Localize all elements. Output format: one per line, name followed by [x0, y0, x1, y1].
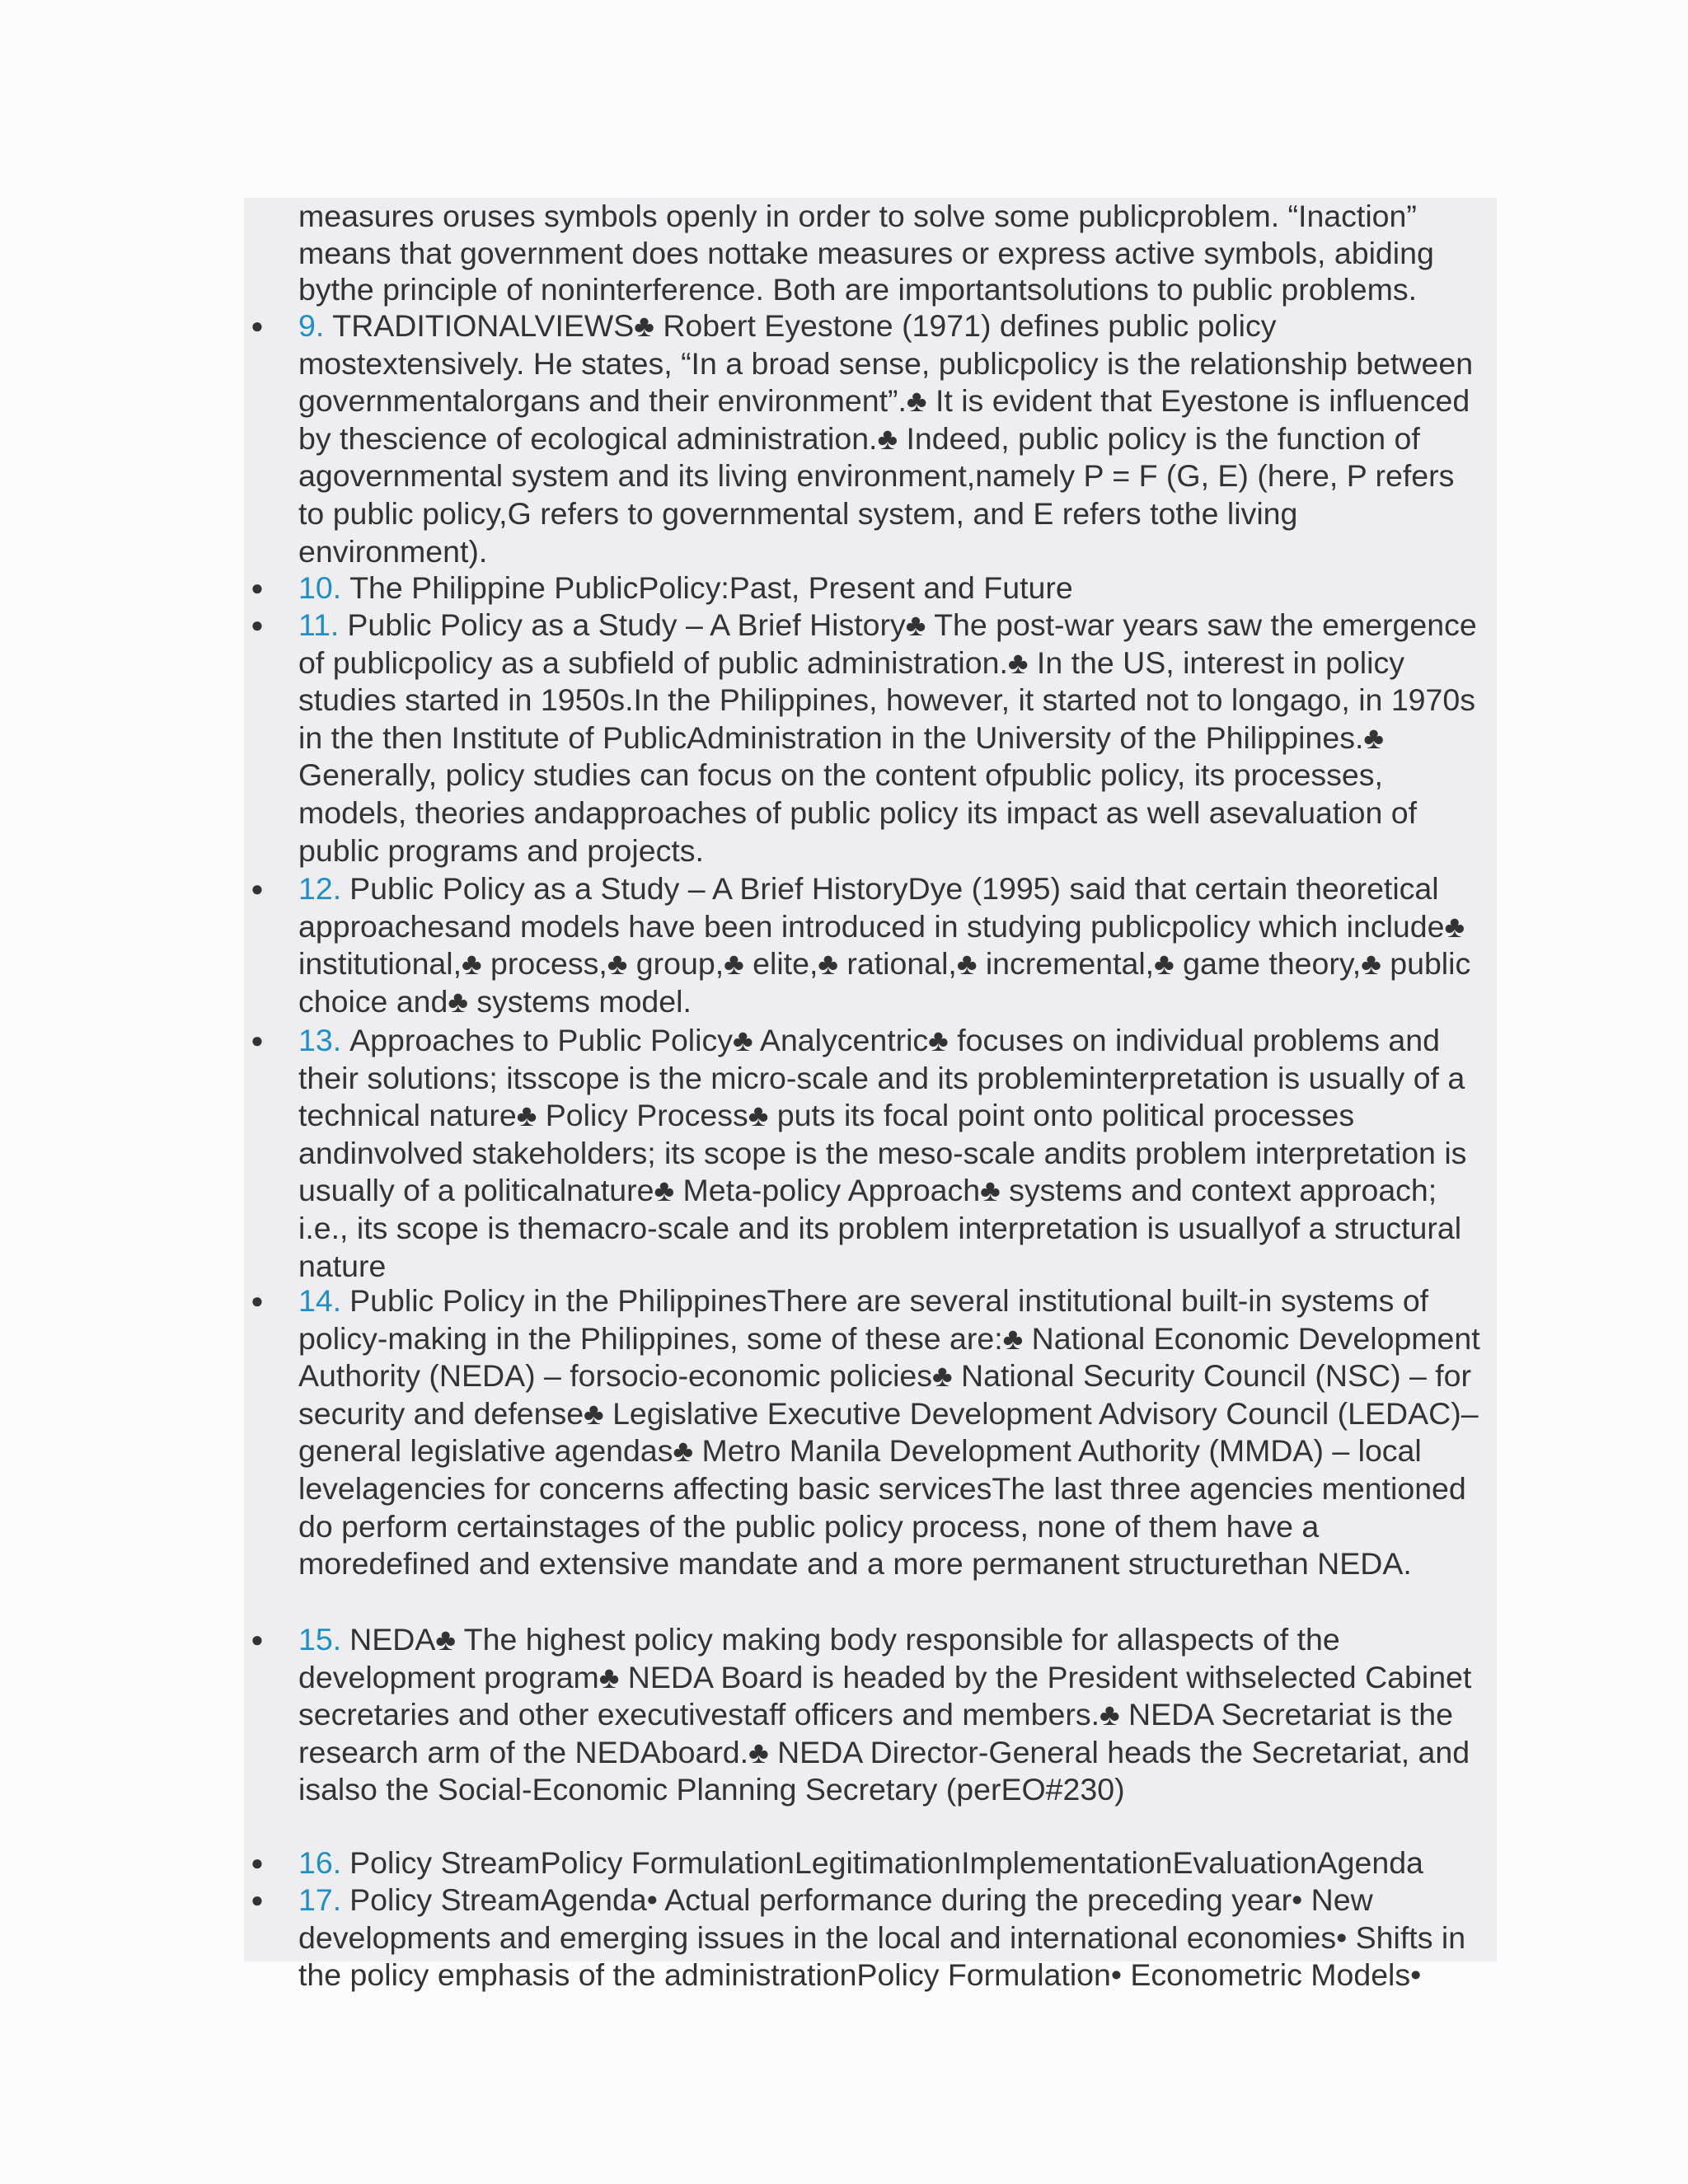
item-number[interactable]: 12.	[298, 871, 342, 906]
list-item	[251, 1882, 1485, 1994]
list-item	[251, 1621, 1485, 1809]
list-item	[251, 870, 1485, 1020]
item-number[interactable]: 16.	[298, 1845, 342, 1880]
item-text: Approaches to Public Policy♣ Analycentric♣ focuses on individual problems and their solutions; itsscope is the micro-scale and its probleminterpretation is usually of a technical nature♣ Policy Process♣ puts its focal point onto political processes andinvolved stakeholders; its scope is the meso-scale andits problem interpretation is usually of a politicalnature♣ Meta-policy Approach♣ systems and context approach; i.e., its scope is themacro-scale and its problem interpretation is usuallyof a structural nature	[298, 1023, 1467, 1283]
item-text: TRADITIONALVIEWS♣ Robert Eyestone (1971) defines public policy mostextensively. He states, “In a broad sense, publicpolicy is the relationship between governmentalorgans and their environment”.♣ It is evident that Eyestone is influenced by thescience of ecological administration.♣ Indeed, public policy is the function of agovernmental system and its living environment,namely P = F (G, E) (here, P refers to public policy,G refers to governmental system, and E refers tothe living environment).	[298, 308, 1474, 569]
item-text: NEDA♣ The highest policy making body responsible for allaspects of the development program♣ NEDA Board is headed by the President withselected Cabinet secretaries and other executivestaff officers and members.♣ NEDA Secretariat is the research arm of the NEDAboard.♣ NEDA Director-General heads the Secretariat, and isalso the Social-Economic Planning Secretary (perEO#230)	[298, 1622, 1472, 1807]
item-number[interactable]: 10.	[298, 570, 342, 605]
item-number[interactable]: 15.	[298, 1622, 342, 1657]
bullet-icon: ●	[251, 313, 264, 338]
bullet-icon: ●	[251, 1887, 264, 1912]
bullet-icon: ●	[251, 876, 264, 901]
item-text: Policy StreamPolicy FormulationLegitimationImplementationEvaluationAgenda	[349, 1845, 1423, 1880]
item-number[interactable]: 11.	[298, 607, 340, 642]
item-number[interactable]: 14.	[298, 1283, 342, 1318]
item-text: The Philippine PublicPolicy:Past, Present and Future	[349, 570, 1073, 605]
item-number[interactable]: 9.	[298, 308, 325, 343]
item-number[interactable]: 17.	[298, 1882, 342, 1917]
list-item	[251, 307, 1485, 570]
bullet-icon: ●	[251, 1288, 264, 1313]
list-item	[251, 569, 1485, 607]
item-text: Public Policy in the PhilippinesThere are several institutional built-in systems of policy-making in the Philippines, some of these are:♣ National Economic Development Authority (NEDA) – forsocio-economic policies♣ National Security Council (NSC) – for security and defense♣ Legislative Executive Development Advisory Council (LEDAC)– general legislative agendas♣ Metro Manila Development Authority (MMDA) – local levelagencies for concerns affecting basic servicesThe last three agencies mentioned do perform certainstages of the public policy process, none of them have a moredefined and extensive mandate and a more permanent structurethan NEDA.	[298, 1283, 1480, 1582]
list-item	[251, 1022, 1485, 1285]
item-number[interactable]: 13.	[298, 1023, 342, 1057]
bullet-icon: ●	[251, 1850, 264, 1875]
list-item	[251, 607, 1485, 869]
bullet-icon: ●	[251, 1028, 264, 1052]
bullet-icon: ●	[251, 575, 264, 600]
item-text: Public Policy as a Study – A Brief HistoryDye (1995) said that certain theoretical approachesand models have been introduced in studying publicpolicy which include♣ institutional,♣ process,♣ group,♣ elite,♣ rational,♣ incremental,♣ game theory,♣ public choice and♣ systems model.	[298, 871, 1471, 1019]
bullet-icon: ●	[251, 612, 264, 637]
item-text: Policy StreamAgenda• Actual performance during the preceding year• New developments and emerging issues in the local and international economies• Shifts in the policy emphasis of the administrationPolicy Formulation• Econometric Models•	[298, 1882, 1466, 1993]
bullet-icon: ●	[251, 1627, 264, 1652]
document-page	[244, 198, 1497, 1993]
list-item	[251, 1282, 1485, 1583]
lead-paragraph: measures oruses symbols openly in order to solve some publicproblem. “Inaction” means that government does nottake measures or express active symbols, abiding bythe principle of noninterference. Both are importantsolutions to public problems.	[298, 199, 1434, 307]
list-item	[251, 1844, 1485, 1882]
item-text: Public Policy as a Study – A Brief History♣ The post-war years saw the emergence of publicpolicy as a subfield of public administration.♣ In the US, interest in policy studies started in 1950s.In the Philippines, however, it started not to longago, in 1970s in the then Institute of PublicAdministration in the University of the Philippines.♣ Generally, policy studies can focus on the content ofpublic policy, its processes, models, theories andapproaches of public policy its impact as well asevaluation of public programs and projects.	[298, 607, 1477, 868]
